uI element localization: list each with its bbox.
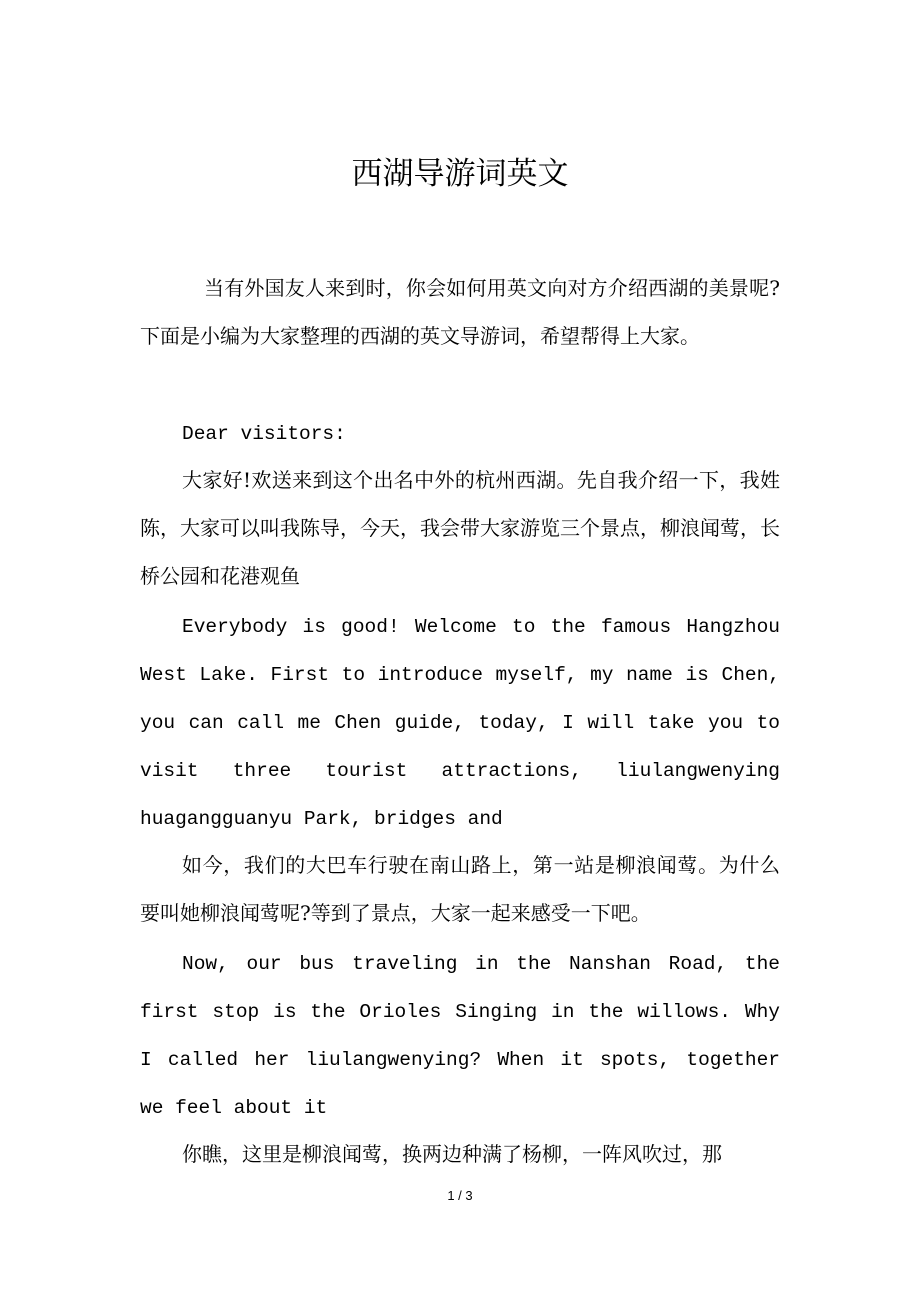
paragraph-2-chinese: 如今，我们的大巴车行驶在南山路上，第一站是柳浪闻莺。为什么要叫她柳浪闻莺呢?等到了景点，大家一起来感受一下吧。	[140, 853, 780, 925]
page-number: 1 / 3	[447, 1188, 473, 1203]
paragraph-2-english: Now, our bus traveling in the Nanshan Road, the first stop is the Orioles Singing in the willows. Why I called her liulangwenying? When it spots, together we feel about it	[140, 953, 780, 1119]
paragraph-1-english: Everybody is good! Welcome to the famous Hangzhou West Lake. First to introduce myself, my name is Chen, you can call me Chen guide, today, I will take you to visit three tourist attractions, liulangwenying huagangguanyu Park, bridges and	[140, 616, 780, 830]
paragraph-1-chinese: 大家好!欢送来到这个出名中外的杭州西湖。先自我介绍一下，我姓陈，大家可以叫我陈导，今天，我会带大家游览三个景点，柳浪闻莺，长桥公园和花港观鱼	[140, 468, 780, 588]
document-title: 西湖导游词英文	[351, 156, 569, 192]
greeting-line: Dear visitors:	[182, 423, 346, 445]
intro-paragraph: 当有外国友人来到时，你会如何用英文向对方介绍西湖的美景呢?下面是小编为大家整理的西湖的英文导游词，希望帮得上大家。	[140, 276, 780, 348]
paragraph-3-chinese: 你瞧，这里是柳浪闻莺，换两边种满了杨柳，一阵风吹过，那	[182, 1142, 722, 1166]
